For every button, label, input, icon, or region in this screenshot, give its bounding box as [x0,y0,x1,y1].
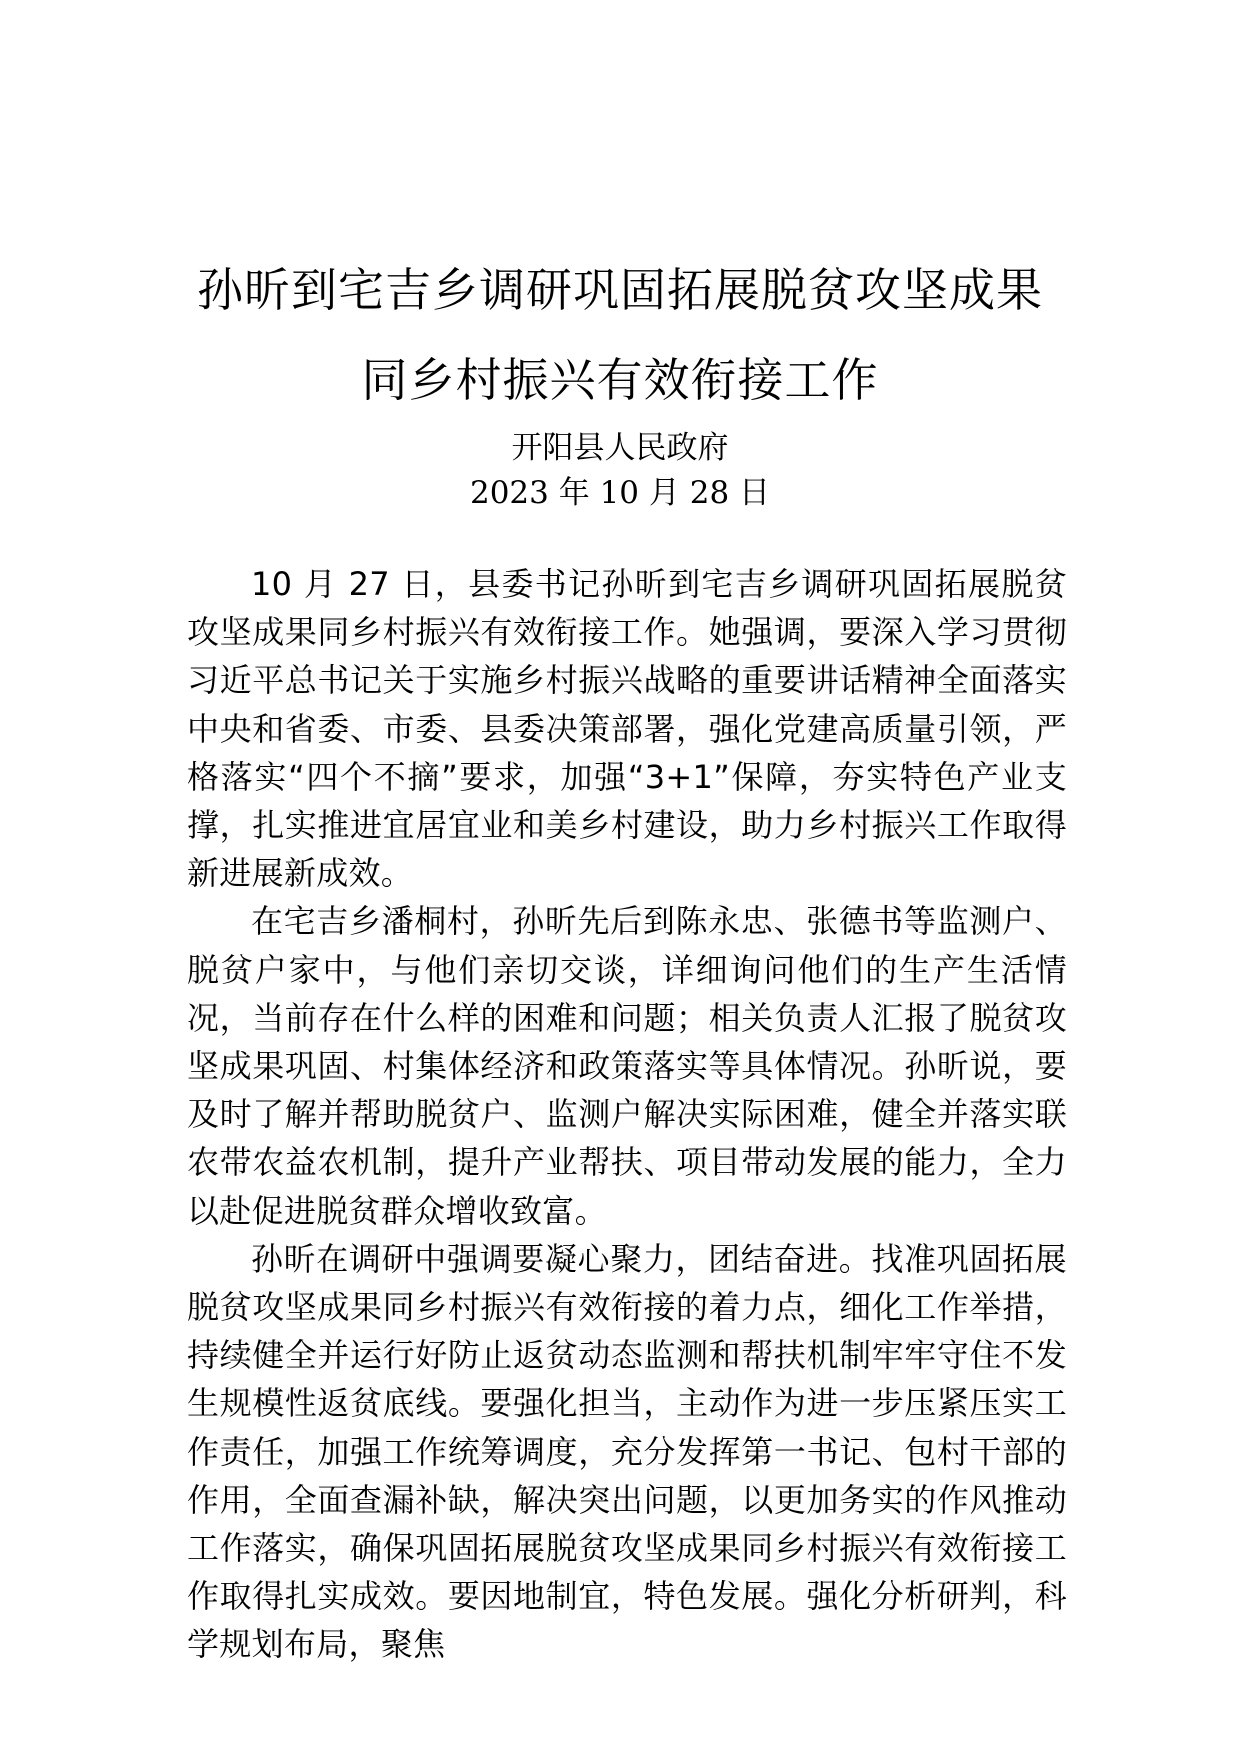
article-body [187,560,1067,1669]
issuer: 开阳县人民政府 [511,430,729,466]
paragraph-1: 10 月 27 日，县委书记孙昕到宅吉乡调研巩固拓展脱贫攻坚成果同乡村振兴有效衔接工作。她强调，要深入学习贯彻习近平总书记关于实施乡村振兴战略的重要讲话精神全面落实中央和省委、市委、县委决策部署，强化党建高质量引领，严格落实“四个不摘”要求，加强“3+1”保障，夯实特色产业支撑，扎实推进宜居宜业和美乡村建设，助力乡村振兴工作取得新进展新成效。 [187,565,1067,893]
paragraph-3: 孙昕在调研中强调要凝心聚力，团结奋进。找准巩固拓展脱贫攻坚成果同乡村振兴有效衔接的着力点，细化工作举措，持续健全并运行好防止返贫动态监测和帮扶机制牢牢守住不发生规模性返贫底线。要强化担当，主动作为进一步压紧压实工作责任，加强工作统筹调度，充分发挥第一书记、包村干部的作用，全面查漏补缺，解决突出问题，以更加务实的作风推动工作落实，确保巩固拓展脱贫攻坚成果同乡村振兴有效衔接工作取得扎实成效。要因地制宜，特色发展。强化分析研判，科学规划布局，聚焦 [187,1239,1067,1664]
paragraph-2: 在宅吉乡潘桐村，孙昕先后到陈永忠、张德书等监测户、脱贫户家中，与他们亲切交谈，详细询问他们的生产生活情况，当前存在什么样的困难和问题；相关负责人汇报了脱贫攻坚成果巩固、村集体经济和政策落实等具体情况。孙昕说，要及时了解并帮助脱贫户、监测户解决实际困难，健全并落实联农带农益农机制，提升产业帮扶、项目带动发展的能力，全力以赴促进脱贫群众增收致富。 [187,902,1067,1230]
publish-date: 2023 年 10 月 28 日 [469,475,771,511]
document-title-line-2: 同乡村振兴有效衔接工作 [361,353,879,407]
document-title-line-1: 孙昕到宅吉乡调研巩固拓展脱贫攻坚成果 [197,263,1043,317]
